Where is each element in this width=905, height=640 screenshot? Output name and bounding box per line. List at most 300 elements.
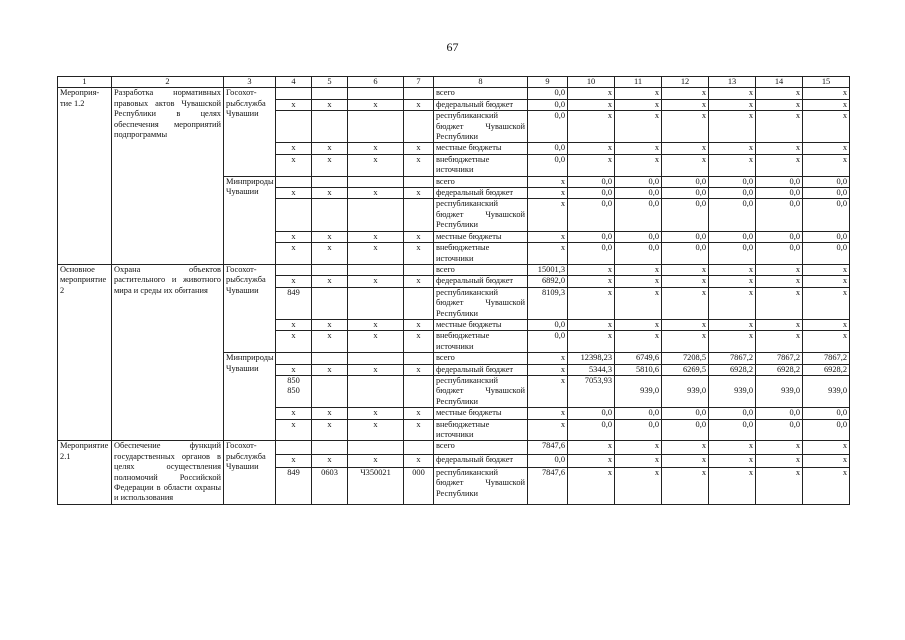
page-number: 67 (446, 40, 459, 54)
header-cell: 13 (709, 77, 756, 88)
value-cell: x (568, 264, 615, 275)
value-cell: x (709, 441, 756, 454)
value-cell: x (568, 454, 615, 467)
header-cell: 10 (568, 77, 615, 88)
value-cell: x (615, 154, 662, 176)
value-cell: x (803, 99, 850, 110)
code-cell (312, 375, 348, 407)
code-cell: x (276, 408, 312, 419)
funding-source: федеральный бюджет (434, 276, 528, 287)
value-cell: 6749,6 (615, 353, 662, 364)
value-cell: x (615, 467, 662, 504)
value-cell: 0,0 (615, 408, 662, 419)
code-cell: x (276, 154, 312, 176)
code-cell: x (348, 143, 404, 154)
code-cell: x (348, 419, 404, 441)
value-cell: 0,0 (756, 419, 803, 441)
value-cell: 0,0 (709, 419, 756, 441)
value-cell: 0,0 (568, 176, 615, 187)
value-cell: 0,0 (662, 408, 709, 419)
funding-source: федеральный бюджет (434, 188, 528, 199)
value-cell: x (568, 319, 615, 330)
value-cell: 6928,2 (803, 364, 850, 375)
value-cell: 0,0 (615, 199, 662, 231)
value-cell: 0,0 (709, 231, 756, 242)
value-cell: x (615, 88, 662, 99)
value-cell: 0,0 (615, 231, 662, 242)
value-cell: x (709, 454, 756, 467)
code-cell (348, 287, 404, 319)
value-cell: 0,0 (662, 243, 709, 265)
code-cell (348, 111, 404, 143)
value-cell: 7847,6 (528, 467, 568, 504)
code-cell: x (312, 408, 348, 419)
code-cell: Ч350021 (348, 467, 404, 504)
code-cell: x (404, 143, 434, 154)
code-cell: x (348, 276, 404, 287)
value-cell: 7847,6 (528, 441, 568, 454)
code-cell (276, 88, 312, 99)
header-cell: 2 (112, 77, 224, 88)
code-cell: x (312, 188, 348, 199)
value-cell: x (528, 408, 568, 419)
value-cell: 5344,3 (568, 364, 615, 375)
value-cell: 0,0 (568, 188, 615, 199)
value-cell: x (662, 99, 709, 110)
value-cell: x (615, 111, 662, 143)
value-cell: x (662, 154, 709, 176)
measure-name: Охрана объектов растительного и животного мира и среды их обитания (112, 264, 224, 441)
value-cell: 7867,2 (803, 353, 850, 364)
code-cell: x (348, 231, 404, 242)
value-cell: 0,0 (662, 188, 709, 199)
code-cell: x (404, 319, 434, 330)
header-cell: 8 (434, 77, 528, 88)
value-cell: x (803, 264, 850, 275)
funding-source: всего (434, 88, 528, 99)
value-cell: x (615, 276, 662, 287)
value-cell: x (662, 331, 709, 353)
value-cell: 12398,23 (568, 353, 615, 364)
code-cell (404, 88, 434, 99)
value-cell: x (756, 88, 803, 99)
value-cell: x (528, 419, 568, 441)
value-cell: x (803, 467, 850, 504)
value-cell: x (568, 154, 615, 176)
value-cell: 0,0 (528, 331, 568, 353)
code-cell: x (404, 408, 434, 419)
code-cell: x (404, 276, 434, 287)
value-cell: x (756, 287, 803, 319)
value-cell: x (756, 276, 803, 287)
value-cell: 0,0 (756, 176, 803, 187)
code-cell: x (312, 154, 348, 176)
value-cell: x (662, 264, 709, 275)
measure-name: Обеспечение функций государственных органов в целях осуществления полномочий Российской Федерации в области охраны и использования (112, 441, 224, 504)
value-cell: x (709, 287, 756, 319)
value-cell: 939,0 (709, 375, 756, 407)
header-row (58, 77, 850, 88)
budget-table (57, 76, 850, 505)
value-cell: x (568, 441, 615, 454)
value-cell: x (528, 364, 568, 375)
value-cell: x (568, 287, 615, 319)
code-cell (312, 287, 348, 319)
code-cell: x (348, 99, 404, 110)
header-cell: 14 (756, 77, 803, 88)
code-cell (404, 353, 434, 364)
value-cell: x (528, 188, 568, 199)
code-cell: x (348, 364, 404, 375)
value-cell: 8109,3 (528, 287, 568, 319)
measure-name: Разработка нормативных правовых актов Чувашской Республики в целях обеспечения мероприятий подпрограммы (112, 88, 224, 265)
value-cell: x (803, 143, 850, 154)
code-cell: x (404, 364, 434, 375)
code-cell: x (404, 231, 434, 242)
code-cell (276, 353, 312, 364)
header-cell: 3 (224, 77, 276, 88)
funding-source: внебюджетные источники (434, 331, 528, 353)
code-cell: x (276, 188, 312, 199)
value-cell: x (709, 111, 756, 143)
value-cell: 0,0 (803, 408, 850, 419)
value-cell: 6269,5 (662, 364, 709, 375)
header-cell: 12 (662, 77, 709, 88)
value-cell: 0,0 (528, 154, 568, 176)
value-cell: 0,0 (709, 199, 756, 231)
value-cell: x (662, 441, 709, 454)
code-cell: x (276, 364, 312, 375)
measure-number: Основное мероприятие 2 (58, 264, 112, 441)
executor-name: Госохот-рыбслужба Чувашии (224, 88, 276, 176)
value-cell: x (528, 353, 568, 364)
value-cell: x (615, 331, 662, 353)
value-cell: 0,0 (528, 143, 568, 154)
value-cell: x (528, 231, 568, 242)
measure-number: Мероприятие 2.1 (58, 441, 112, 504)
code-cell (348, 88, 404, 99)
value-cell: x (615, 287, 662, 319)
header-cell: 4 (276, 77, 312, 88)
funding-source: местные бюджеты (434, 319, 528, 330)
funding-source: федеральный бюджет (434, 454, 528, 467)
header-cell: 15 (803, 77, 850, 88)
value-cell: 0,0 (528, 99, 568, 110)
funding-source: всего (434, 441, 528, 454)
code-cell: x (348, 454, 404, 467)
code-cell: x (312, 364, 348, 375)
value-cell: 0,0 (756, 199, 803, 231)
value-cell: 0,0 (709, 243, 756, 265)
code-cell: x (404, 154, 434, 176)
code-cell: x (276, 231, 312, 242)
value-cell: x (615, 454, 662, 467)
code-cell (404, 111, 434, 143)
value-cell: x (662, 287, 709, 319)
value-cell: 0,0 (528, 88, 568, 99)
code-cell (348, 199, 404, 231)
value-cell: x (756, 331, 803, 353)
code-cell: x (312, 143, 348, 154)
value-cell: 0,0 (709, 408, 756, 419)
code-cell (404, 375, 434, 407)
value-cell: 0,0 (662, 231, 709, 242)
value-cell: x (568, 88, 615, 99)
code-cell (404, 176, 434, 187)
code-cell (348, 375, 404, 407)
value-cell: x (615, 143, 662, 154)
code-cell: x (404, 419, 434, 441)
value-cell: 0,0 (615, 176, 662, 187)
value-cell: x (756, 319, 803, 330)
value-cell: x (756, 441, 803, 454)
value-cell: x (615, 264, 662, 275)
value-cell: 0,0 (709, 188, 756, 199)
value-cell: x (803, 331, 850, 353)
code-cell: x (404, 99, 434, 110)
value-cell: x (709, 467, 756, 504)
value-cell: x (756, 454, 803, 467)
value-cell: 0,0 (528, 319, 568, 330)
value-cell: 7867,2 (756, 353, 803, 364)
value-cell: 0,0 (528, 111, 568, 143)
funding-source: федеральный бюджет (434, 99, 528, 110)
code-cell: x (404, 243, 434, 265)
value-cell: x (568, 143, 615, 154)
value-cell: x (662, 467, 709, 504)
funding-source: республиканский бюджет Чувашской Республики (434, 467, 528, 504)
code-cell (348, 176, 404, 187)
code-cell: x (312, 243, 348, 265)
code-cell (312, 264, 348, 275)
value-cell: x (615, 441, 662, 454)
value-cell: 0,0 (615, 188, 662, 199)
value-cell: x (528, 243, 568, 265)
value-cell: x (662, 111, 709, 143)
value-cell: 0,0 (756, 243, 803, 265)
code-cell: 000 (404, 467, 434, 504)
value-cell: 0,0 (756, 231, 803, 242)
code-cell: x (276, 243, 312, 265)
value-cell: 0,0 (756, 188, 803, 199)
value-cell: 939,0 (756, 375, 803, 407)
table-row (58, 88, 850, 99)
code-cell: x (276, 99, 312, 110)
funding-source: местные бюджеты (434, 143, 528, 154)
code-cell (312, 441, 348, 454)
value-cell: x (662, 88, 709, 99)
code-cell: x (312, 276, 348, 287)
value-cell: 0,0 (662, 176, 709, 187)
value-cell: x (568, 99, 615, 110)
code-cell (404, 199, 434, 231)
value-cell: 0,0 (568, 419, 615, 441)
value-cell: x (568, 276, 615, 287)
value-cell: x (756, 154, 803, 176)
value-cell: x (803, 111, 850, 143)
code-cell (404, 441, 434, 454)
code-cell: x (404, 454, 434, 467)
code-cell (312, 176, 348, 187)
value-cell: 7208,5 (662, 353, 709, 364)
value-cell: 939,0 (803, 375, 850, 407)
code-cell: 0603 (312, 467, 348, 504)
code-cell (348, 264, 404, 275)
code-cell (312, 88, 348, 99)
code-cell: x (348, 331, 404, 353)
value-cell: 7867,2 (709, 353, 756, 364)
value-cell: x (662, 454, 709, 467)
executor-name: Минприроды Чувашии (224, 176, 276, 264)
value-cell: 5810,6 (615, 364, 662, 375)
code-cell: x (312, 454, 348, 467)
value-cell: x (615, 319, 662, 330)
value-cell: 0,0 (568, 243, 615, 265)
executor-name: Госохот-рыбслужба Чувашии (224, 441, 276, 504)
value-cell: 0,0 (803, 243, 850, 265)
code-cell (312, 199, 348, 231)
code-cell: 849 (276, 467, 312, 504)
table-row (58, 264, 850, 275)
value-cell: x (528, 176, 568, 187)
value-cell: 939,0 (615, 375, 662, 407)
header-cell: 9 (528, 77, 568, 88)
code-cell: x (404, 188, 434, 199)
value-cell: x (803, 441, 850, 454)
value-cell: 0,0 (662, 419, 709, 441)
code-cell: x (312, 331, 348, 353)
header-cell: 6 (348, 77, 404, 88)
value-cell: 0,0 (662, 199, 709, 231)
funding-source: местные бюджеты (434, 231, 528, 242)
funding-source: внебюджетные источники (434, 419, 528, 441)
code-cell (276, 264, 312, 275)
code-cell: x (276, 143, 312, 154)
measure-number: Мероприя-тие 1.2 (58, 88, 112, 265)
value-cell: 0,0 (803, 176, 850, 187)
value-cell: 0,0 (803, 231, 850, 242)
funding-source: федеральный бюджет (434, 364, 528, 375)
code-cell: x (348, 319, 404, 330)
value-cell: x (709, 99, 756, 110)
code-cell: x (404, 331, 434, 353)
value-cell: x (709, 88, 756, 99)
code-cell (404, 264, 434, 275)
value-cell: 0,0 (568, 199, 615, 231)
value-cell: x (568, 467, 615, 504)
funding-source: республиканский бюджет Чувашской Республики (434, 375, 528, 407)
code-cell (276, 199, 312, 231)
value-cell: x (756, 99, 803, 110)
value-cell: x (528, 199, 568, 231)
header-cell: 11 (615, 77, 662, 88)
value-cell: 0,0 (709, 176, 756, 187)
table-body (58, 77, 850, 505)
code-cell: x (276, 276, 312, 287)
executor-name: Госохот-рыбслужба Чувашии (224, 264, 276, 352)
value-cell: x (803, 276, 850, 287)
value-cell: x (568, 331, 615, 353)
header-cell: 7 (404, 77, 434, 88)
value-cell: 0,0 (528, 454, 568, 467)
executor-name: Минприроды Чувашии (224, 353, 276, 441)
value-cell: x (709, 276, 756, 287)
value-cell: x (709, 154, 756, 176)
code-cell (276, 111, 312, 143)
code-cell: x (348, 243, 404, 265)
funding-source: всего (434, 264, 528, 275)
code-cell: x (312, 419, 348, 441)
funding-source: местные бюджеты (434, 408, 528, 419)
code-cell (276, 176, 312, 187)
code-cell (276, 441, 312, 454)
code-cell (312, 111, 348, 143)
value-cell: x (756, 467, 803, 504)
value-cell: 0,0 (568, 408, 615, 419)
value-cell: 0,0 (803, 199, 850, 231)
value-cell: x (662, 143, 709, 154)
code-cell (312, 353, 348, 364)
code-cell: x (276, 331, 312, 353)
funding-source: республиканский бюджет Чувашской Республики (434, 111, 528, 143)
code-cell: x (348, 408, 404, 419)
value-cell: 0,0 (756, 408, 803, 419)
value-cell: x (615, 99, 662, 110)
table-row (58, 441, 850, 454)
value-cell: x (709, 143, 756, 154)
value-cell: x (709, 331, 756, 353)
code-cell: x (276, 419, 312, 441)
value-cell: x (709, 264, 756, 275)
code-cell (348, 353, 404, 364)
code-cell (404, 287, 434, 319)
value-cell: 6928,2 (756, 364, 803, 375)
funding-source: внебюджетные источники (434, 154, 528, 176)
value-cell: x (803, 319, 850, 330)
code-cell: x (312, 319, 348, 330)
header-cell: 1 (58, 77, 112, 88)
funding-source: внебюджетные источники (434, 243, 528, 265)
value-cell: 0,0 (803, 419, 850, 441)
value-cell: 0,0 (615, 419, 662, 441)
funding-source: республиканский бюджет Чувашской Республики (434, 287, 528, 319)
value-cell: 939,0 (662, 375, 709, 407)
value-cell: x (662, 319, 709, 330)
value-cell: 0,0 (615, 243, 662, 265)
value-cell: 6892,0 (528, 276, 568, 287)
funding-source: всего (434, 176, 528, 187)
value-cell: x (568, 111, 615, 143)
value-cell: 7053,93 (568, 375, 615, 407)
value-cell: x (756, 143, 803, 154)
code-cell: x (348, 188, 404, 199)
value-cell: 6928,2 (709, 364, 756, 375)
header-cell: 5 (312, 77, 348, 88)
code-cell: x (348, 154, 404, 176)
value-cell: x (709, 319, 756, 330)
value-cell: x (803, 454, 850, 467)
value-cell: 0,0 (803, 188, 850, 199)
value-cell: x (803, 88, 850, 99)
code-cell: x (276, 454, 312, 467)
code-cell: 850 850 (276, 375, 312, 407)
code-cell: x (276, 319, 312, 330)
funding-source: всего (434, 353, 528, 364)
value-cell: x (528, 375, 568, 407)
value-cell: x (756, 264, 803, 275)
code-cell: x (312, 231, 348, 242)
value-cell: x (803, 154, 850, 176)
